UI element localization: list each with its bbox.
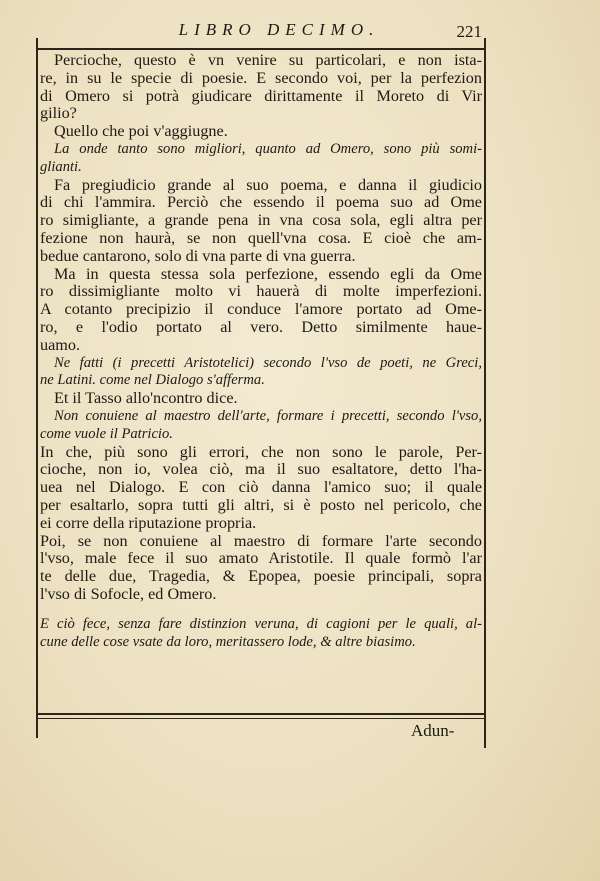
quoted-text-line: Non conuiene al maestro dell'arte, formare i precetti, secondo l'vso, bbox=[54, 407, 482, 424]
quoted-text-line: Ne fatti (i precetti Aristotelici) secondo l'vso de poeti, ne Greci, bbox=[54, 354, 482, 371]
header-rule bbox=[36, 48, 486, 50]
right-border-rule bbox=[484, 38, 486, 748]
page-body-text bbox=[40, 52, 482, 651]
paragraph-gap bbox=[40, 604, 482, 616]
text-line: Ma in questa stessa sola perfezione, essendo egli da Ome bbox=[54, 264, 482, 283]
text-line: cioche, non io, volea ciò, ma il suo esaltatore, detto l'ha- bbox=[40, 460, 482, 479]
left-border-rule bbox=[36, 38, 38, 738]
text-line: per esaltarlo, sopra tutti gli altri, si è posto nel pericolo, che bbox=[40, 495, 482, 514]
text-line: fezione non haurà, se non quell'vna cosa. E cioè che am- bbox=[40, 228, 482, 247]
quoted-text-line: cune delle cose vsate da loro, meritassero lode, & altre biasimo. bbox=[40, 633, 416, 650]
text-line: bedue cantarono, solo di vna parte di vna guerra. bbox=[40, 246, 356, 265]
text-line: In che, più sono gli errori, che non sono le parole, Per- bbox=[40, 442, 482, 461]
text-line: l'vso, male fece il suo amato Aristotile. Il quale formò l'ar bbox=[40, 549, 482, 568]
text-line: di chi l'ammira. Perciò che essendo il poema suo ad Ome bbox=[40, 193, 482, 212]
text-line: Fa pregiudicio grande al suo poema, e danna il giudicio bbox=[54, 175, 482, 194]
text-line: ro dissimigliante molto vi hauerà di molte imperfezioni. bbox=[40, 282, 482, 301]
running-title: LIBRO DECIMO. bbox=[178, 20, 380, 39]
quoted-text-line: E ciò fece, senza fare distinzion veruna, di cagioni per le quali, al- bbox=[40, 615, 482, 632]
text-line: gilio? bbox=[40, 104, 77, 123]
quoted-text-line: come vuole il Patricio. bbox=[40, 425, 173, 442]
text-line: l'vso di Sofocle, ed Omero. bbox=[40, 584, 217, 603]
page-header bbox=[36, 20, 486, 48]
catchword: Adun- bbox=[411, 721, 455, 740]
text-line: Percioche, questo è vn venire su particolari, e non ista- bbox=[54, 51, 482, 69]
quoted-text-line: ne Latini. come nel Dialogo s'afferma. bbox=[40, 372, 265, 389]
text-line: uea nel Dialogo. E con ciò danna l'amico suo; il quale bbox=[40, 478, 482, 497]
text-line: Poi, se non conuiene al maestro di formare l'arte secondo bbox=[40, 531, 482, 550]
text-line: di Omero si potrà giudicare dirittamente il Moreto di Vir bbox=[40, 86, 482, 105]
text-line: uamo. bbox=[40, 335, 81, 354]
text-line: ro simigliante, a grande pena in vna cosa sola, egli altra per bbox=[40, 211, 482, 230]
text-line: ei corre della riputazione propria. bbox=[40, 513, 257, 532]
quoted-text-line: La onde tanto sono migliori, quanto ad Omero, sono più somi- bbox=[54, 140, 482, 157]
text-line: Et il Tasso allo'ncontro dice. bbox=[54, 389, 238, 408]
footer-rule-thin bbox=[36, 718, 486, 719]
text-line: te delle due, Tragedia, & Epopea, poesie principali, sopra bbox=[40, 567, 482, 586]
footer-rule-thick bbox=[36, 713, 486, 715]
text-line: ro, e l'odio portato al vero. Detto similmente haue- bbox=[40, 317, 482, 336]
text-line: Quello che poi v'aggiugne. bbox=[54, 122, 228, 141]
text-line: A cotanto precipizio il conduce l'amore portato ad Ome- bbox=[40, 300, 482, 319]
quoted-text-line: glianti. bbox=[40, 158, 82, 175]
text-line: re, in su le specie di poesie. E secondo voi, per la perfezion bbox=[40, 68, 482, 87]
page-number: 221 bbox=[456, 22, 482, 41]
